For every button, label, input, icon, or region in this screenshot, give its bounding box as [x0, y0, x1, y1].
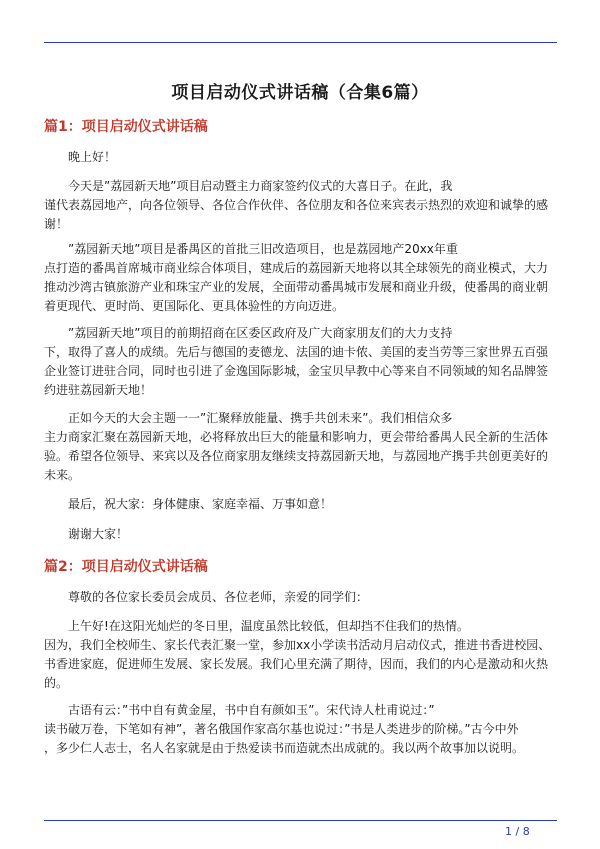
paragraph: 上午好!在这阳光灿烂的冬日里，温度虽然比较低，但却挡不住我们的热情。 因为，我们全校师生、家长代表汇聚一堂，参加xx小学读书活动月启动仪式，推进书香进校园、 书香进家庭，促进师生发展、家长发展。我们心里充满了期待，因而，我们的内心是激动和火热 的。 [44, 619, 551, 690]
paragraph: 最后，祝大家：身体健康、家庭幸福、万事如意！ [44, 497, 333, 511]
section-heading: 篇2：项目启动仪式讲话稿 [44, 559, 208, 575]
paragraph: ”荔园新天地”项目的前期招商在区委区政府及广大商家朋友们的大力支持 下，取得了喜人的成绩。先后与德国的麦德龙、法国的迪卡侬、美国的麦当劳等三家世界五百强 企业签订进驻合同，同时也引进了金逸国际影城，金宝贝早教中心等来自不同领域的知名品牌签 约进驻荔园新天地！ [44, 326, 549, 397]
footer-rule [44, 820, 557, 821]
paragraph: 晚上好！ [44, 150, 117, 164]
paragraph: 谢谢大家！ [44, 527, 129, 541]
paragraph: 正如今天的大会主题一一”汇聚释放能量、携手共创未来”。我们相信众多 主力商家汇聚在荔园新天地，必将释放出巨大的能量和影响力，更会带给番禺人民全新的生活体 验。希望各位领导、来宾以及各位商家朋友继续支持荔园新天地，与荔园地产携手共创更美好的 未来。 [44, 411, 549, 482]
paragraph: 古语有云：”书中自有黄金屋，书中自有颜如玉”。宋代诗人杜甫说过：” 读书破万卷，下笔如有神”，著名俄国作家高尔基也说过：”书是人类进步的阶梯。”古今中外 ，多少仁人志士，名人名家就是由于热爱读书而造就杰出成就的。我以两个故事加以说明。 [44, 703, 525, 755]
paragraph: ”荔园新天地”项目是番禺区的首批三旧改造项目，也是荔园地产20xx年重 点打造的番禺首席城市商业综合体项目，建成后的荔园新天地将以其全球领先的商业模式，大力 推动沙湾古镇旅游产业和珠宝产业的发展，全面带动番禺城市发展和商业升级，使番禺的商业朝 着更现代、更时尚、更国际化、更具体验性的方向迈进。 [44, 242, 549, 313]
paragraph: 今天是”荔园新天地”项目启动暨主力商家签约仪式的大喜日子。在此，我 谨代表荔园地产，向各位领导、各位合作伙伴、各位朋友和各位来宾表示热烈的欢迎和诚挚的感 谢！ [44, 179, 549, 231]
paragraph: 尊敬的各位家长委员会成员、各位老师，亲爱的同学们： [44, 590, 369, 604]
section-heading: 篇1：项目启动仪式讲话稿 [44, 119, 208, 135]
document-title: 项目启动仪式讲话稿（合集6篇） [171, 83, 429, 103]
header-rule [44, 42, 557, 43]
page-indicator: 1 / 8 [505, 825, 530, 838]
